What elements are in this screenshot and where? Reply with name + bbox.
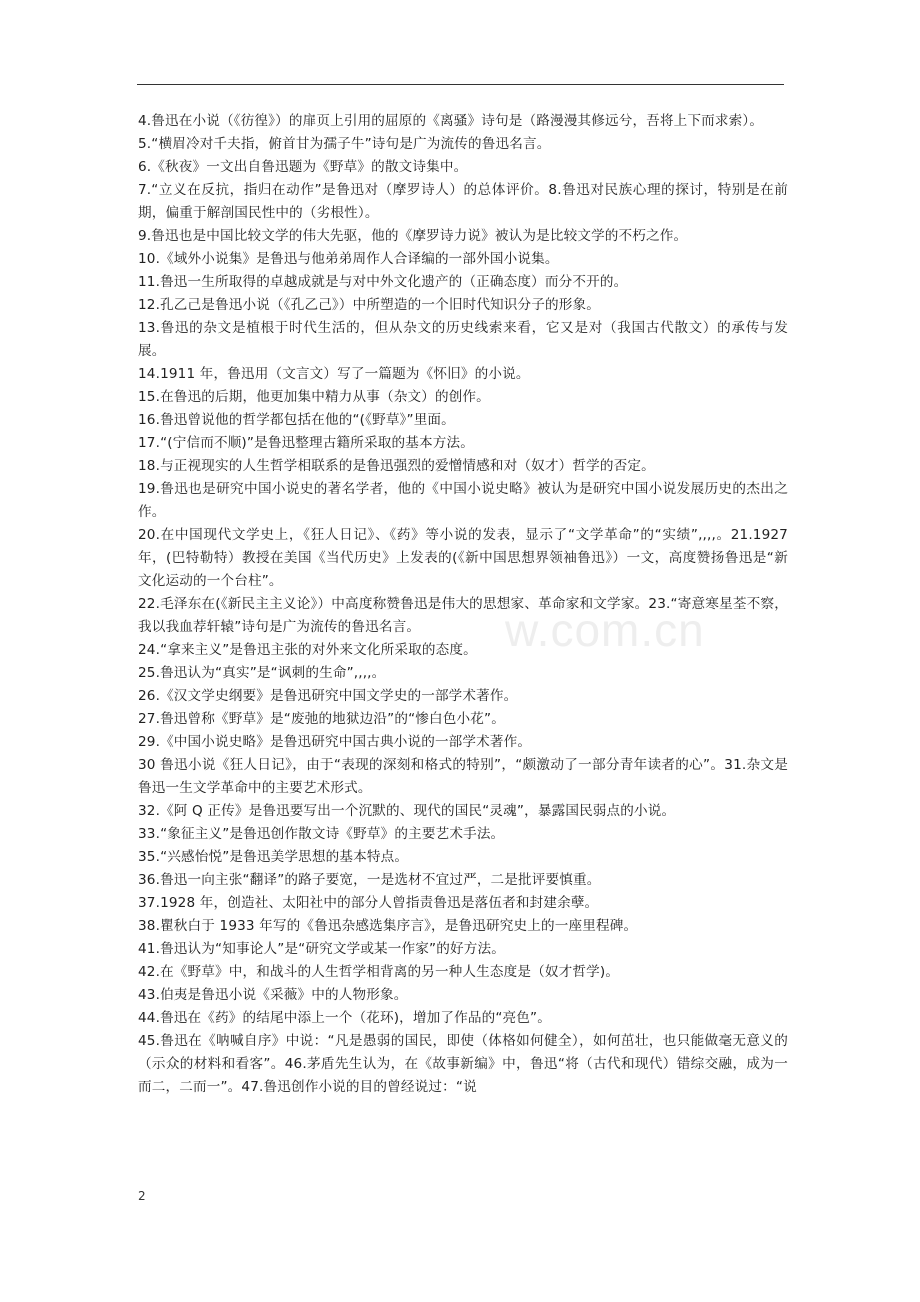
paragraph: 44.鲁迅在《药》的结尾中添上一个（花环)，增加了作品的“亮色”。 bbox=[138, 1010, 551, 1026]
paragraph: 25.鲁迅认为“真实”是“讽刺的生命”,,,,。 bbox=[138, 665, 386, 681]
paragraph: 12.孔乙己是鲁迅小说（《孔乙己》）中所塑造的一个旧时代知识分子的形象。 bbox=[138, 297, 601, 313]
paragraph: 35.“兴感怡悦”是鲁迅美学思想的基本特点。 bbox=[138, 849, 409, 865]
paragraph: 20.在中国现代文学史上，《狂人日记》、《药》等小说的发表，显示了“文学革命”的“实绩”,,,,。21.1927 年，(巴特勒特）教授在美国《当代历史》上发表的(《新中国思想界领袖鲁迅》）一文，高度赞扬鲁迅是“新文化运动的一个台柱”。 bbox=[138, 527, 788, 589]
paragraph: 32.《阿 Q 正传》是鲁迅要写出一个沉默的、现代的国民“灵魂”，暴露国民弱点的小说。 bbox=[138, 803, 676, 819]
paragraph: 36.鲁迅一向主张“翻译”的路子要宽，一是选材不宜过严，二是批评要慎重。 bbox=[138, 872, 601, 888]
paragraph: 10.《域外小说集》是鲁迅与他弟弟周作人合译编的一部外国小说集。 bbox=[138, 251, 559, 267]
paragraph: 27.鲁迅曾称《野草》是“废弛的地狱边沿”的“惨白色小花”。 bbox=[138, 711, 505, 727]
paragraph: 6.《秋夜》一文出自鲁迅题为《野草》的散文诗集中。 bbox=[138, 159, 468, 175]
paragraph: 22.毛泽东在(《新民主主义论》）中高度称赞鲁迅是伟大的思想家、革命家和文学家。23.“寄意寒星荃不察，我以我血荐轩辕”诗句是广为流传的鲁迅名言。 bbox=[138, 596, 788, 635]
paragraph: 11.鲁迅一生所取得的卓越成就是与对中外文化遗产的（正确态度）而分不开的。 bbox=[138, 274, 628, 290]
paragraph: 24.“拿来主义”是鲁迅主张的对外来文化所采取的态度。 bbox=[138, 642, 477, 658]
paragraph: 13.鲁迅的杂文是植根于时代生活的，但从杂文的历史线索来看，它又是对（我国古代散文）的承传与发展。 bbox=[138, 320, 788, 359]
header-rule bbox=[137, 84, 784, 85]
paragraph: 45.鲁迅在《呐喊自序》中说：“凡是愚弱的国民，即使（体格如何健全），如何茁壮，也只能做毫无意义的（示众的材料和看客”。46.茅盾先生认为，在《故事新编》中，鲁迅“将（古代和现代）错综交融，成为一而二，二而一”。47.鲁迅创作小说的目的曾经说过：“说 bbox=[138, 1033, 788, 1095]
paragraph: 9.鲁迅也是中国比较文学的伟大先驱，他的《摩罗诗力说》被认为是比较文学的不朽之作。 bbox=[138, 228, 688, 244]
paragraph: 30 鲁迅小说《狂人日记》，由于“表现的深刻和格式的特别”，“颇激动了一部分青年读者的心”。31.杂文是鲁迅一生文学革命中的主要艺术形式。 bbox=[138, 757, 788, 796]
paragraph: 43.伯夷是鲁迅小说《采薇》中的人物形象。 bbox=[138, 987, 408, 1003]
paragraph: 4.鲁迅在小说（《彷徨》）的扉页上引用的屈原的《离骚》诗句是（路漫漫其修远兮，吾将上下而求索）。 bbox=[138, 113, 764, 129]
paragraph: 41.鲁迅认为“知事论人”是“研究文学或某一作家”的好方法。 bbox=[138, 941, 505, 957]
paragraph: 14.1911 年，鲁迅用（文言文）写了一篇题为《怀旧》的小说。 bbox=[138, 366, 530, 382]
paragraph: 26.《汉文学史纲要》是鲁迅研究中国文学史的一部学术著作。 bbox=[138, 688, 518, 704]
paragraph: 18.与正视现实的人生哲学相联系的是鲁迅强烈的爱憎情感和对（奴才）哲学的否定。 bbox=[138, 458, 655, 474]
paragraph: 42.在《野草》中，和战斗的人生哲学相背离的另一种人生态度是（奴才哲学)。 bbox=[138, 964, 620, 980]
paragraph: 17.“(宁信而不顺)”是鲁迅整理古籍所采取的基本方法。 bbox=[138, 435, 474, 451]
paragraph: 37.1928 年，创造社、太阳社中的部分人曾指责鲁迅是落伍者和封建余孽。 bbox=[138, 895, 599, 911]
paragraph: 38.瞿秋白于 1933 年写的《鲁迅杂感选集序言》，是鲁迅研究史上的一座里程碑。 bbox=[138, 918, 638, 934]
paragraph: 5.“横眉冷对千夫指，俯首甘为孺子牛”诗句是广为流传的鲁迅名言。 bbox=[138, 136, 551, 152]
paragraph: 19.鲁迅也是研究中国小说史的著名学者，他的《中国小说史略》被认为是研究中国小说发展历史的杰出之作。 bbox=[138, 481, 788, 520]
paragraph: 29.《中国小说史略》是鲁迅研究中国古典小说的一部学术著作。 bbox=[138, 734, 532, 750]
watermark: w.com.cn bbox=[505, 604, 705, 656]
page-number: 2 bbox=[138, 1189, 146, 1203]
paragraph: 16.鲁迅曾说他的哲学都包括在他的“(《野草》”里面。 bbox=[138, 412, 455, 428]
paragraph: 7.“立义在反抗，指归在动作”是鲁迅对（摩罗诗人）的总体评价。8.鲁迅对民族心理的探讨，特别是在前期，偏重于解剖国民性中的（劣根性）。 bbox=[138, 182, 788, 221]
document-body bbox=[138, 110, 788, 1099]
paragraph: 15.在鲁迅的后期，他更加集中精力从事（杂文）的创作。 bbox=[138, 389, 490, 405]
paragraph: 33.“象征主义”是鲁迅创作散文诗《野草》的主要艺术手法。 bbox=[138, 826, 505, 842]
